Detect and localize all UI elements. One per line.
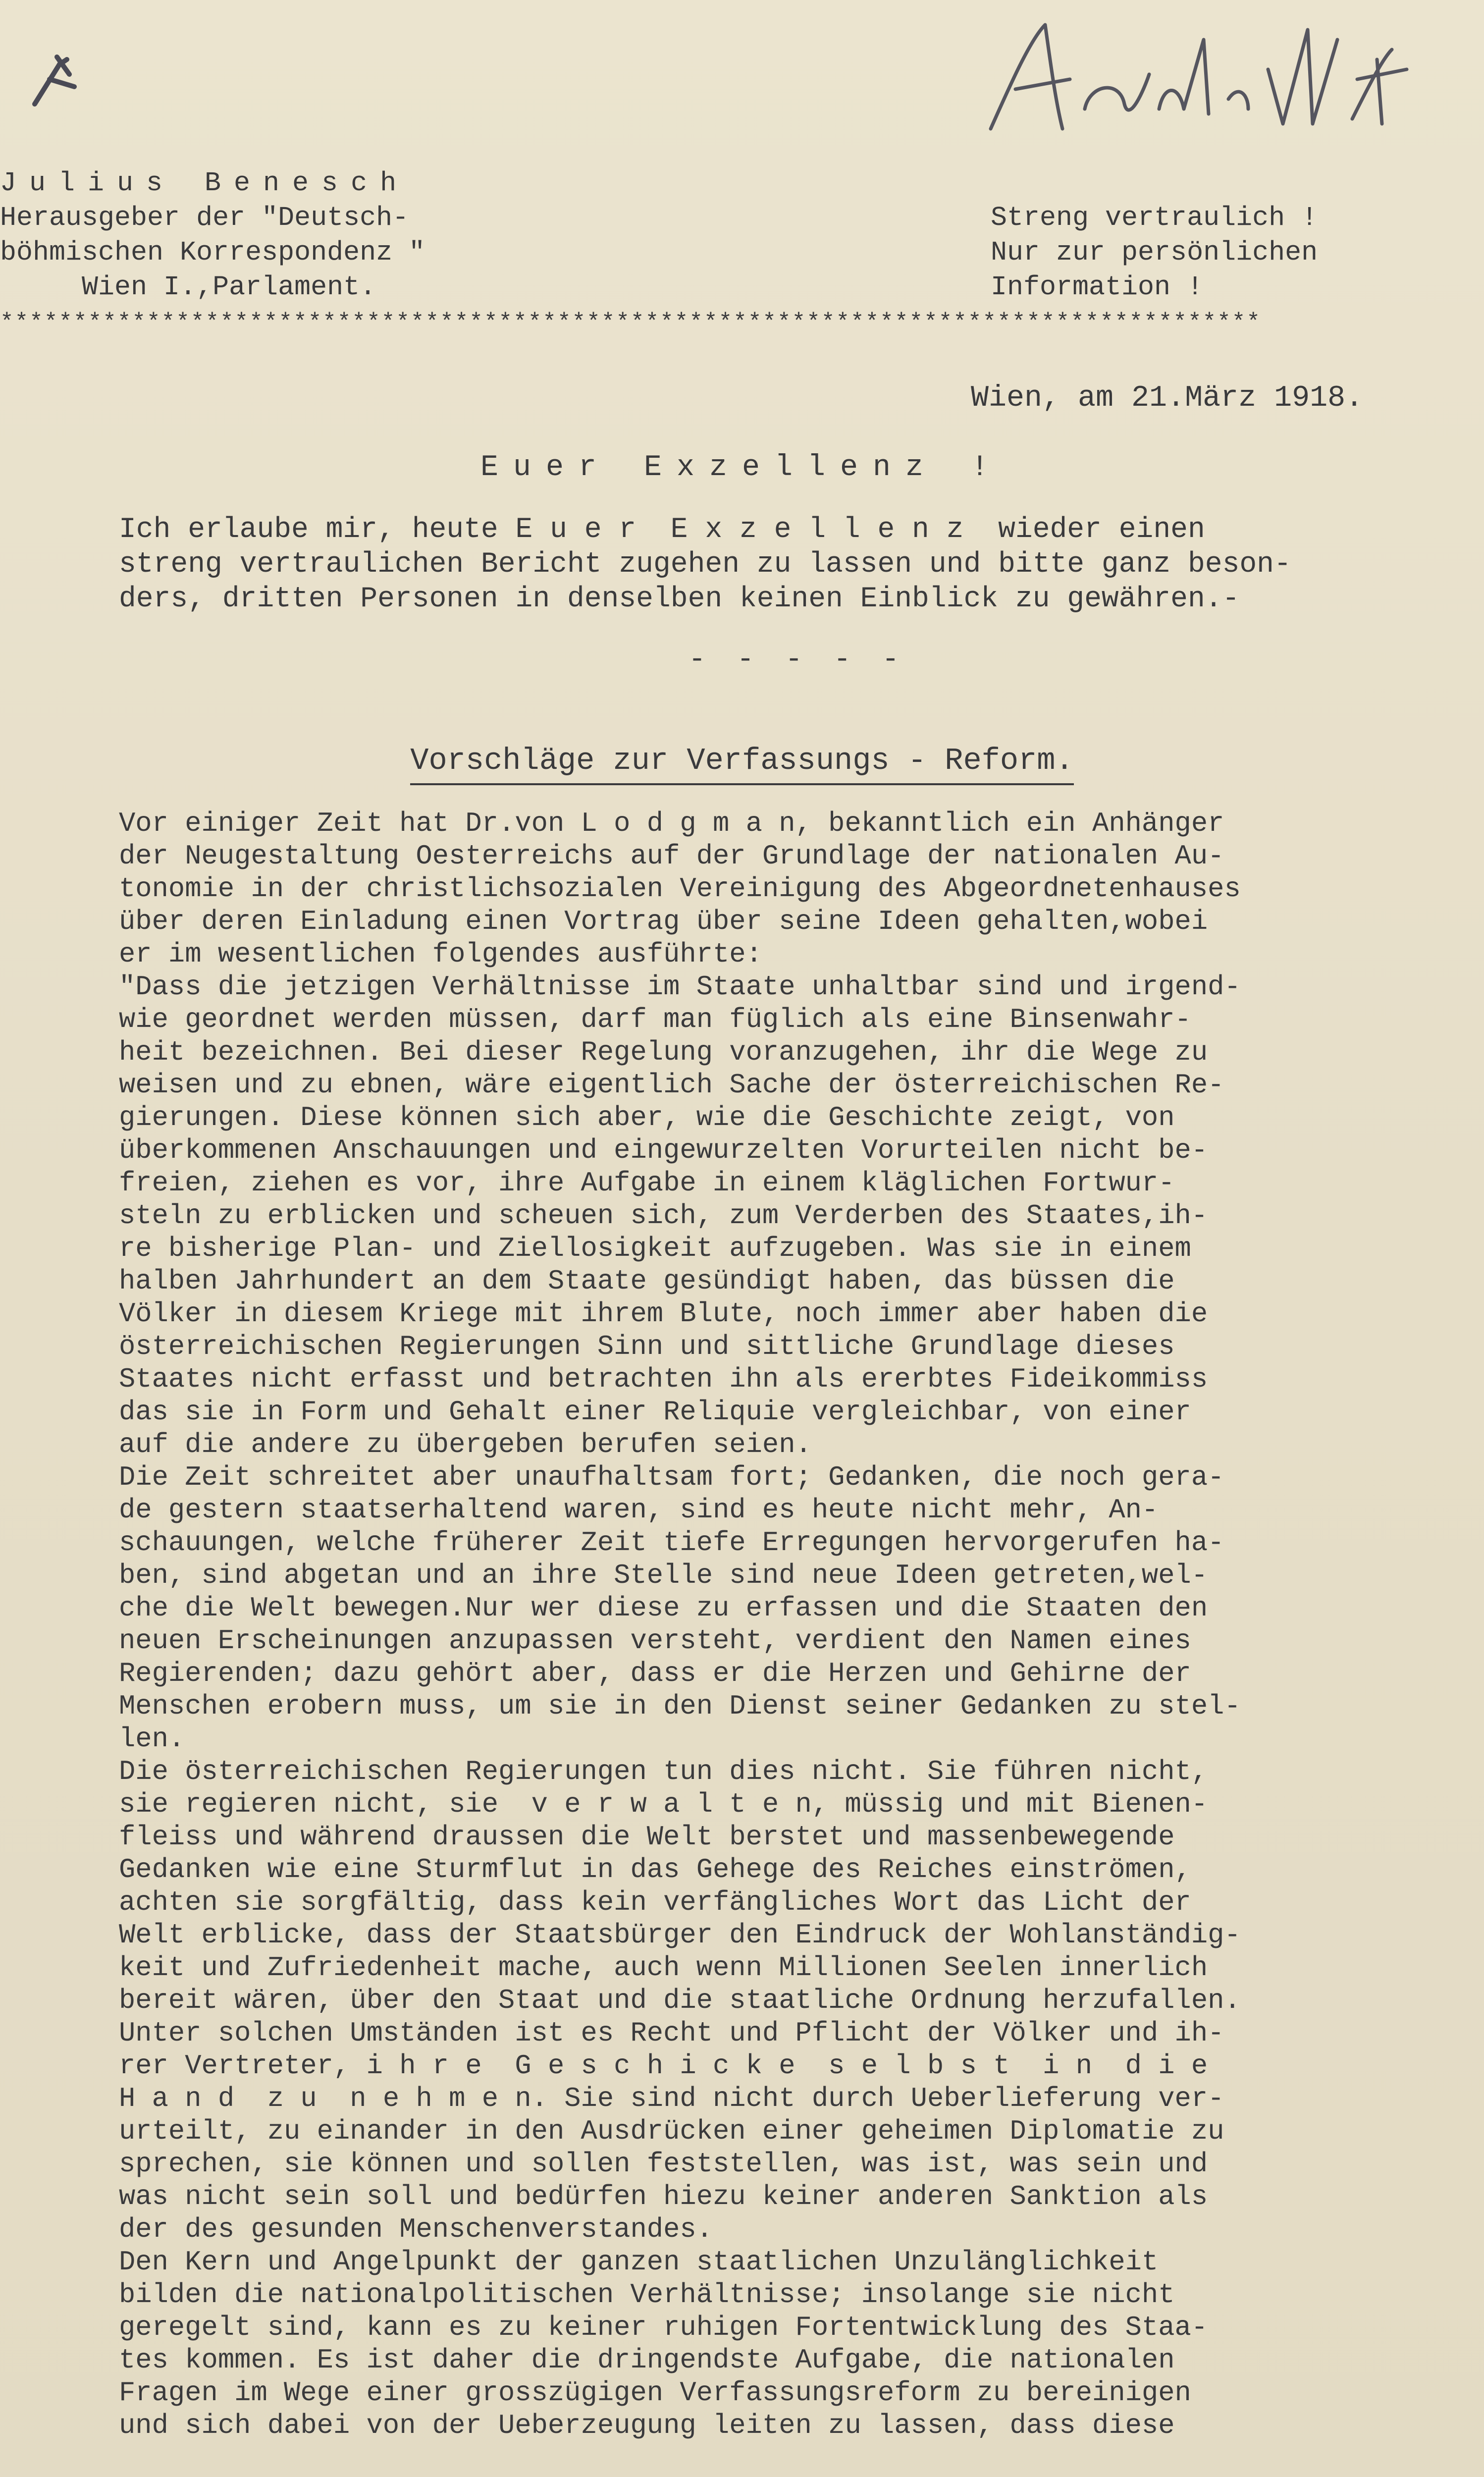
section-divider: - - - - - bbox=[689, 644, 906, 676]
handwritten-signature bbox=[971, 10, 1417, 159]
section-heading-text: Vorschläge zur Verfassungs - Reform. bbox=[410, 743, 1073, 785]
sender-block bbox=[0, 166, 425, 305]
salutation: Euer Exzellenz ! bbox=[480, 451, 1004, 485]
confidential-notice bbox=[991, 201, 1318, 305]
confidential-line: Streng vertraulich ! bbox=[991, 202, 1318, 233]
section-heading bbox=[0, 743, 1484, 778]
body-text: Vor einiger Zeit hat Dr.von L o d g m a n, bekanntlich ein Anhänger der Neugestaltung Oesterreichs auf der Grundlage der nationalen Au- tonomie in der christlichsozialen Vereinigung des Abgeordnetenhauses über deren Einladung einen Vortrag über seine Ideen gehalten,wobei er im wesentlichen folgendes ausführte: "Dass die jetzigen Verhältnisse im Staate unhaltbar sind und irgend- wie geordnet werden müssen, darf man füglich als eine Binsenwahr- heit bezeichnen. Bei dieser Regelung voranzugehen, ihr die Wege zu weisen und zu ebnen, wäre eigentlich Sache der österreichischen Re- gierungen. Diese können sich aber, wie die Geschichte zeigt, von überkommenen Anschauungen und eingewurzelten Vorurteilen nicht be- freien, ziehen es vor, ihre Aufgabe in einem kläglichen Fortwur- steln zu erblicken und scheuen sich, zum Verderben des Staates,ih- re bisherige Plan- und Ziellosigkeit aufzugeben. Was sie in einem halben Jahrhundert an dem Staate gesündigt haben, das büssen die Völker in diesem Kriege mit ihrem Blute, noch immer aber haben die österreichischen Regierungen Sinn und sittliche Grundlage dieses Staates nicht erfasst und betrachten ihn als ererbtes Fideikommiss das sie in Form und Gehalt einer Reliquie vergleichbar, von einer auf die andere zu übergeben berufen seien. Die Zeit schreitet aber unaufhaltsam fort; Gedanken, die noch gera- de gestern staatserhaltend waren, sind es heute nicht mehr, An- schauungen, welche früherer Zeit tiefe Erregungen hervorgerufen ha- ben, sind abgetan und an ihre Stelle sind neue Ideen getreten,wel- che die Welt bewegen.Nur wer diese zu erfassen und die Staaten den neuen Erscheinungen anzupassen versteht, verdient den Namen eines Regierenden; dazu gehört aber, dass er die Herzen und Gehirne der Menschen erobern muss, um sie in den Dienst seiner Gedanken zu stel- len. Die österreichischen Regierungen tun dies nicht. Sie führen nicht, sie regieren nicht, sie v e r w a l t e n, müssig und mit Bienen- fleiss und während draussen die Welt berstet und massenbewegende Gedanken wie eine Sturmflut in das Gehege des Reiches einströmen, achten sie sorgfältig, dass kein verfängliches Wort das Licht der Welt erblicke, dass der Staatsbürger den Eindruck der Wohlanständig- keit und Zufriedenheit mache, auch wenn Millionen Seelen innerlich bereit wären, über den Staat und die staatliche Ordnung herzufallen. Unter solchen Umständen ist es Recht und Pflicht der Völker und ih- rer Vertreter, i h r e G e s c h i c k e s e l b s t i n d i e H a n d z u n e h m e n. Sie sind nicht durch Ueberlieferung ver- urteilt, zu einander in den Ausdrücken einer geheimen Diplomatie zu sprechen, sie können und sollen feststellen, was ist, was sein und was nicht sein soll und bedürfen hiezu keiner anderen Sanktion als der des gesunden Menschenverstandes. Den Kern und Angelpunkt der ganzen staatlichen Unzulänglichkeit bilden die nationalpolitischen Verhältnisse; insolange sie nicht geregelt sind, kann es zu keiner ruhigen Fortentwicklung des Staa- tes kommen. Es ist daher die dringendste Aufgabe, die nationalen Fragen im Wege einer grosszügigen Verfassungsreform zu bereinigen und sich dabei von der Ueberzeugung leiten zu lassen, dass diese bbox=[119, 808, 1241, 2441]
handwritten-mark bbox=[20, 45, 94, 114]
confidential-line: Information ! bbox=[991, 271, 1204, 303]
sender-name: Julius Benesch bbox=[0, 167, 410, 199]
sender-line: Wien I.,Parlament. bbox=[0, 271, 376, 303]
confidential-line: Nur zur persönlichen bbox=[991, 237, 1318, 268]
sender-line: böhmischen Korrespondenz " bbox=[0, 237, 425, 268]
sender-line: Herausgeber der "Deutsch- bbox=[0, 202, 409, 233]
star-separator: ************************************************************************************** bbox=[0, 310, 1261, 335]
letter-date: Wien, am 21.März 1918. bbox=[971, 381, 1364, 415]
intro-paragraph: Ich erlaube mir, heute E u e r E x z e l l e n z wieder einen streng vertraulichen Bericht zugehen zu lassen und bitte ganz beson- ders, dritten Personen in denselben keinen Einblick zu gewähren.- bbox=[119, 514, 1291, 615]
